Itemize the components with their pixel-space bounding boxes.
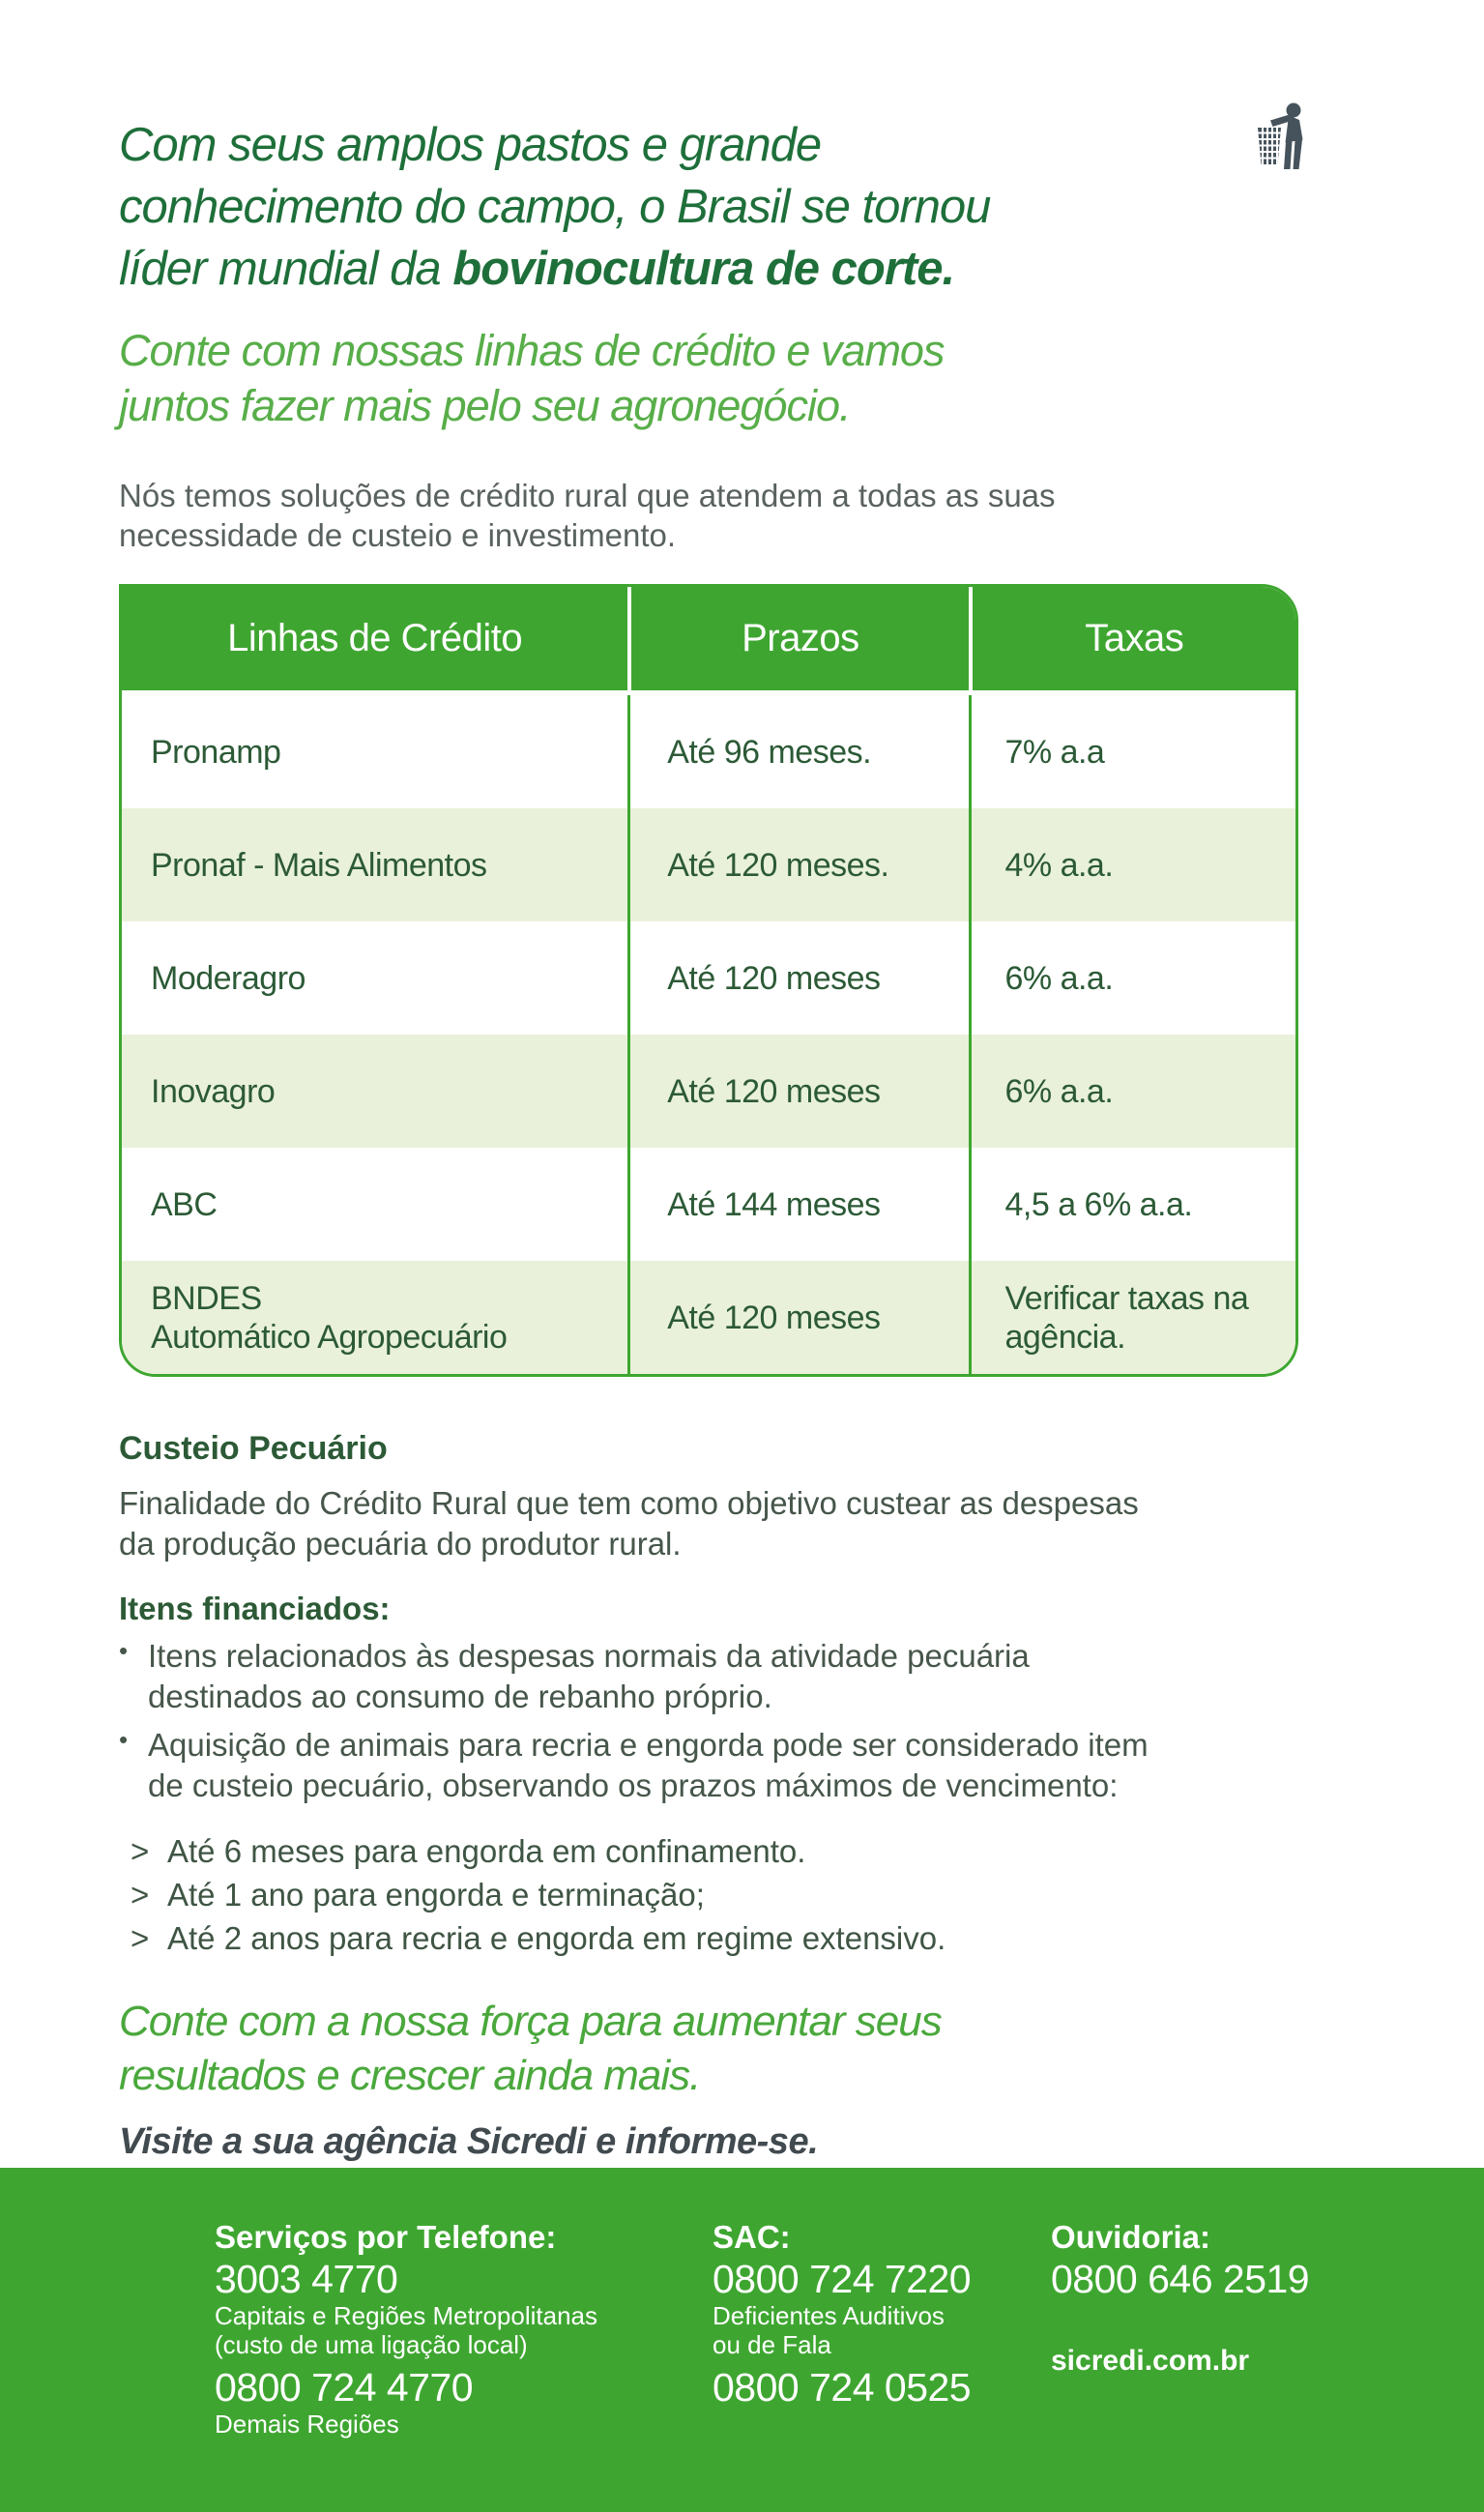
bullet-line: destinados ao consumo de rebanho próprio.: [148, 1679, 772, 1714]
cell-credit-line: Pronaf - Mais Alimentos: [151, 846, 487, 884]
custeio-paragraph-line: da produção pecuária do produtor rural.: [119, 1526, 682, 1562]
chevron-right-icon: >: [131, 1833, 150, 1869]
subheadline-line: Conte com nossas linhas de crédito e vamos: [119, 326, 945, 375]
footer-note: (custo de uma ligação local): [215, 2330, 528, 2359]
footer-note: Deficientes Auditivos: [713, 2301, 945, 2330]
intro-line: Nós temos soluções de crédito rural que atendem a todas as suas: [119, 478, 1056, 513]
cell-taxa: 4% a.a.: [969, 808, 1295, 921]
cell-taxa: 6% a.a.: [969, 921, 1295, 1035]
cell-prazo: Até 120 meses.: [627, 808, 969, 921]
cta-text: [119, 1995, 1368, 2103]
footer-sac: [713, 2218, 1051, 2512]
cell-prazo: Até 120 meses: [627, 1035, 969, 1148]
footer-heading: Ouvidoria:: [1051, 2219, 1211, 2255]
footer-phone-number: 0800 724 4770: [215, 2365, 474, 2410]
cell-credit-line: ABC: [151, 1185, 218, 1223]
arrow-item: [119, 1829, 1368, 1873]
headline-line: Com seus amplos pastos e grande: [119, 119, 822, 171]
itens-financiados-title: Itens financiados:: [119, 1591, 391, 1626]
cta-line: Conte com a nossa força para aumentar seus: [119, 1998, 942, 2045]
cell-taxa: 4,5 a 6% a.a.: [969, 1148, 1295, 1261]
intro-line: necessidade de custeio e investimento.: [119, 517, 677, 553]
visit-agency-text: Visite a sua agência Sicredi e informe-se.: [119, 2121, 819, 2162]
table-row: [122, 921, 1295, 1035]
table-header-row: [122, 587, 1295, 695]
intro-paragraph: [119, 476, 1368, 555]
headline-line: conhecimento do campo, o Brasil se tornou: [119, 181, 991, 233]
footer-phone-services: [215, 2218, 713, 2512]
cell-credit-line: Moderagro: [151, 959, 306, 997]
footer-note: Capitais e Regiões Metropolitanas: [215, 2301, 597, 2330]
bullet-line: Aquisição de animais para recria e engorda pode ser considerado item: [148, 1727, 1149, 1763]
table-header-prazos: Prazos: [627, 587, 969, 690]
bullet-item: [119, 1725, 1368, 1806]
cell-credit-line: [122, 1261, 627, 1374]
cell-credit-line: Pronamp: [151, 733, 281, 771]
table-row: [122, 695, 1295, 808]
arrow-item-text: Até 1 ano para engorda e terminação;: [167, 1877, 705, 1913]
table-header-credit-lines: Linhas de Crédito: [227, 617, 523, 659]
chevron-right-icon: >: [131, 1877, 150, 1913]
headline-bold: bovinocultura de corte.: [452, 243, 955, 295]
cell-prazo: Até 144 meses: [627, 1148, 969, 1261]
arrow-list: [119, 1829, 1368, 1960]
footer-phone-number: 0800 724 0525: [713, 2365, 972, 2410]
arrow-item-text: Até 6 meses para engorda em confinamento.: [167, 1833, 806, 1869]
custeio-paragraph-line: Finalidade do Crédito Rural que tem como objetivo custear as despesas: [119, 1485, 1139, 1521]
footer-note: ou de Fala: [713, 2330, 831, 2359]
tidyman-trash-icon: [1255, 102, 1311, 176]
bullet-line: de custeio pecuário, observando os prazos máximos de vencimento:: [148, 1767, 1119, 1803]
table-row: [122, 1148, 1295, 1261]
table-row: [122, 808, 1295, 921]
subheadline: [119, 323, 1368, 433]
cell-taxa-line1: Verificar taxas na: [1004, 1279, 1249, 1317]
table-row: [122, 1035, 1295, 1148]
cta-line: resultados e crescer ainda mais.: [119, 2052, 701, 2099]
footer-heading: Serviços por Telefone:: [215, 2219, 557, 2255]
arrow-item-text: Até 2 anos para recria e engorda em regime extensivo.: [167, 1920, 946, 1956]
cell-taxa: [969, 1261, 1295, 1374]
cell-prazo: Até 120 meses: [627, 921, 969, 1035]
cell-credit-line: Inovagro: [151, 1072, 276, 1110]
bullet-icon: •: [119, 1725, 129, 1754]
bullet-item: [119, 1636, 1368, 1717]
bullet-list: [119, 1636, 1368, 1806]
arrow-item: [119, 1873, 1368, 1916]
chevron-right-icon: >: [131, 1920, 150, 1956]
custeio-paragraph: [119, 1483, 1368, 1564]
cell-credit-line-line2: Automático Agropecuário: [151, 1318, 508, 1356]
bullet-icon: •: [119, 1636, 129, 1665]
cell-taxa-line2: agência.: [1004, 1318, 1126, 1356]
subheadline-line: juntos fazer mais pelo seu agronegócio.: [119, 381, 851, 430]
cell-taxa: 7% a.a: [969, 695, 1295, 808]
table-header-taxas: Taxas: [969, 587, 1295, 690]
footer: [0, 2168, 1484, 2512]
footer-phone-number: 0800 646 2519: [1051, 2257, 1310, 2301]
footer-phone-number: 0800 724 7220: [713, 2257, 972, 2301]
footer-ouvidoria: [1051, 2218, 1309, 2512]
footer-heading: SAC:: [713, 2219, 791, 2255]
headline-regular: líder mundial da: [119, 243, 453, 295]
cell-credit-line-line1: BNDES: [151, 1279, 262, 1317]
headline: [119, 114, 1368, 300]
footer-note: Demais Regiões: [215, 2410, 399, 2439]
footer-phone-number: 3003 4770: [215, 2257, 398, 2301]
table-row: [122, 1261, 1295, 1374]
bullet-line: Itens relacionados às despesas normais da atividade pecuária: [148, 1638, 1030, 1674]
cell-prazo: Até 120 meses: [627, 1261, 969, 1374]
cell-prazo: Até 96 meses.: [627, 695, 969, 808]
footer-website: sicredi.com.br: [1051, 2345, 1250, 2377]
cell-taxa: 6% a.a.: [969, 1035, 1295, 1148]
arrow-item: [119, 1916, 1368, 1960]
credit-lines-table: [119, 584, 1298, 1377]
headline-line: [119, 238, 1368, 300]
custeio-title: Custeio Pecuário: [119, 1430, 388, 1467]
